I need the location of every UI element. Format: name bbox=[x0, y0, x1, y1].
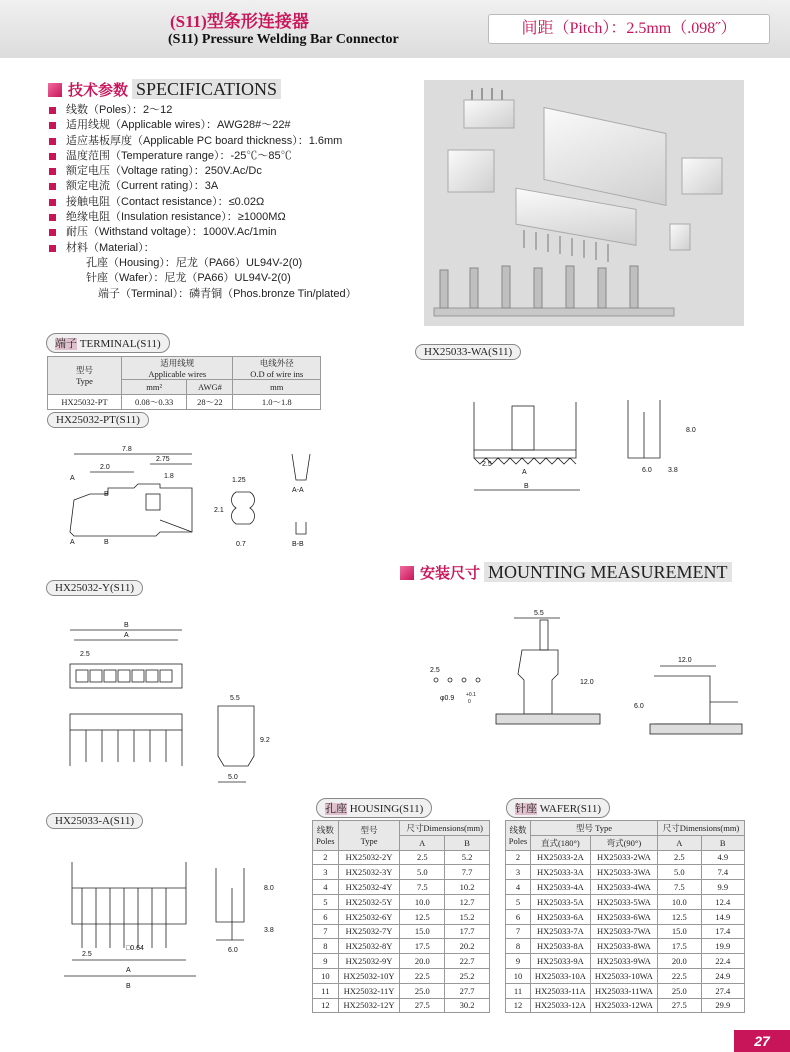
dim-label: 9.2 bbox=[260, 737, 270, 744]
cell: HX25032-12Y bbox=[338, 998, 400, 1013]
h-type-en: Type bbox=[360, 836, 378, 847]
dim-label: 2.5 bbox=[482, 461, 492, 468]
product-photo-illustration bbox=[424, 80, 744, 326]
cell: 27.4 bbox=[701, 983, 745, 998]
dim-label: B bbox=[524, 483, 529, 490]
h-awg: AWG# bbox=[187, 380, 233, 395]
cell: 7 bbox=[506, 924, 531, 939]
cell: 1.0～1.8 bbox=[233, 394, 321, 409]
wafer-label-en: WAFER(S11) bbox=[539, 803, 602, 815]
table-row bbox=[48, 394, 321, 409]
wafer-label-cn: 针座 bbox=[515, 803, 537, 815]
dim-label: A bbox=[522, 469, 527, 476]
cell: 30.2 bbox=[445, 998, 490, 1013]
product-photo bbox=[424, 80, 744, 326]
cell: 5.0 bbox=[400, 865, 445, 880]
w-type: 型号 Type bbox=[530, 821, 657, 836]
cell: 2 bbox=[313, 850, 339, 865]
dim-label: 12.0 bbox=[678, 657, 692, 664]
cell: 7.4 bbox=[701, 865, 745, 880]
h-type-cn: 型号 bbox=[75, 365, 93, 376]
cell: HX25033-6A bbox=[530, 909, 590, 924]
h-type-en: Type bbox=[76, 376, 93, 387]
dim-label: 7.8 bbox=[122, 446, 132, 453]
cell: 28～22 bbox=[187, 394, 233, 409]
a-drawing bbox=[60, 848, 290, 998]
cell: HX25033-3A bbox=[530, 865, 590, 880]
section-bullet-icon bbox=[400, 566, 414, 580]
cell: 5.0 bbox=[658, 865, 701, 880]
h-od-en: O.D of wire ins bbox=[250, 369, 304, 379]
w-poles-en: Poles bbox=[508, 836, 528, 847]
dim-label: A bbox=[70, 475, 75, 482]
housing-rows bbox=[313, 850, 490, 1013]
table-row bbox=[313, 880, 490, 895]
table-row bbox=[506, 939, 745, 954]
cell: 20.0 bbox=[400, 954, 445, 969]
dim-label: 1.8 bbox=[164, 473, 174, 480]
cell: 22.5 bbox=[400, 968, 445, 983]
dim-label: A bbox=[124, 632, 129, 639]
housing-label bbox=[316, 798, 432, 818]
dim-label: +0.1 bbox=[466, 692, 476, 698]
dim-label: φ0.9 bbox=[440, 695, 455, 702]
cell: 22.7 bbox=[445, 954, 490, 969]
table-row bbox=[506, 865, 745, 880]
h-wire-en: Applicable wires bbox=[148, 369, 207, 379]
cell: HX25033-9A bbox=[530, 954, 590, 969]
cell: HX25033-4A bbox=[530, 880, 590, 895]
mounting-heading-en: MOUNTING MEASUREMENT bbox=[484, 562, 732, 582]
wa-label: HX25033-WA(S11) bbox=[415, 344, 521, 360]
cell: 12.5 bbox=[400, 909, 445, 924]
cell: 2.5 bbox=[400, 850, 445, 865]
cell: 29.9 bbox=[701, 998, 745, 1013]
dim-label: 6.0 bbox=[228, 947, 238, 954]
table-row bbox=[313, 968, 490, 983]
cell: 24.9 bbox=[701, 968, 745, 983]
cell: 17.4 bbox=[701, 924, 745, 939]
title-en: (S11) Pressure Welding Bar Connector bbox=[168, 32, 399, 47]
table-row bbox=[313, 850, 490, 865]
cell: 27.5 bbox=[658, 998, 701, 1013]
cell: 12.5 bbox=[658, 909, 701, 924]
terminal-wire-header bbox=[122, 357, 233, 380]
cell: HX25033-2WA bbox=[590, 850, 657, 865]
dim-label: B bbox=[104, 491, 109, 498]
material-item: 针座（Wafer）：尼龙（PA66）UL94V-2(0) bbox=[86, 272, 291, 285]
h-mm: mm² bbox=[122, 380, 187, 395]
h-type bbox=[338, 821, 400, 851]
cell: 11 bbox=[506, 983, 531, 998]
table-row bbox=[506, 968, 745, 983]
dim-label: B bbox=[126, 983, 131, 990]
cell: 4 bbox=[506, 880, 531, 895]
y-label: HX25032-Y(S11) bbox=[46, 580, 143, 596]
wafer-rows bbox=[506, 850, 745, 1013]
specs-list bbox=[48, 103, 357, 302]
specs-heading bbox=[48, 79, 281, 100]
y-drawing bbox=[56, 616, 286, 786]
specs-heading-cn: 技术参数 bbox=[68, 81, 129, 99]
h-od-cn: 电线外径 bbox=[259, 358, 294, 368]
dim-label: A bbox=[126, 967, 131, 974]
cell: HX25033-6WA bbox=[590, 909, 657, 924]
dim-label: 6.0 bbox=[634, 703, 644, 710]
dim-label: 8.0 bbox=[264, 885, 274, 892]
cell: HX25032-4Y bbox=[338, 880, 400, 895]
cell: 8 bbox=[313, 939, 339, 954]
spec-item: 线数（Poles）：2～12 bbox=[48, 103, 357, 118]
dim-label: 3.8 bbox=[264, 927, 274, 934]
cell: 6 bbox=[313, 909, 339, 924]
cell: 11 bbox=[313, 983, 339, 998]
dim-label: 1.25 bbox=[232, 477, 246, 484]
cell: 10.2 bbox=[445, 880, 490, 895]
cell: 3 bbox=[313, 865, 339, 880]
title-cn: (S11)型条形连接器 bbox=[170, 12, 309, 31]
table-row bbox=[506, 894, 745, 909]
dim-label: B bbox=[124, 622, 129, 629]
cell: HX25033-9WA bbox=[590, 954, 657, 969]
cell: 10.0 bbox=[658, 894, 701, 909]
cell: 9 bbox=[506, 954, 531, 969]
terminal-label-en: TERMINAL(S11) bbox=[79, 338, 161, 350]
cell: 8 bbox=[506, 939, 531, 954]
cell: HX25032-2Y bbox=[338, 850, 400, 865]
material-item: 端子（Terminal）：磷青铜（Phos.bronze Tin/plated） bbox=[98, 287, 357, 300]
cell: HX25033-4WA bbox=[590, 880, 657, 895]
cell: 17.5 bbox=[400, 939, 445, 954]
pt-drawing bbox=[60, 440, 320, 560]
cell: 7.5 bbox=[400, 880, 445, 895]
cell: HX25033-10WA bbox=[590, 968, 657, 983]
spec-item: 绝缘电阻（Insulation resistance）：≥1000MΩ bbox=[48, 210, 357, 225]
housing-label-cn: 孔座 bbox=[325, 803, 347, 815]
cell: 20.2 bbox=[445, 939, 490, 954]
dim-label: 2.5 bbox=[82, 951, 92, 958]
cell: 12.7 bbox=[445, 894, 490, 909]
cell: 10 bbox=[313, 968, 339, 983]
dim-label: B bbox=[104, 539, 109, 546]
cell: 12 bbox=[506, 998, 531, 1013]
dim-label: □0.64 bbox=[126, 945, 144, 952]
dim-label: 0.7 bbox=[236, 541, 246, 548]
cell: 25.0 bbox=[400, 983, 445, 998]
cell: 27.5 bbox=[400, 998, 445, 1013]
table-row bbox=[506, 924, 745, 939]
table-row bbox=[506, 909, 745, 924]
mounting-drawing bbox=[410, 604, 750, 754]
cell: 9 bbox=[313, 954, 339, 969]
cell: HX25033-12A bbox=[530, 998, 590, 1013]
cell: HX25032-8Y bbox=[338, 939, 400, 954]
cell: 9.9 bbox=[701, 880, 745, 895]
dim-label: 2.5 bbox=[430, 667, 440, 674]
table-row bbox=[506, 998, 745, 1013]
cell: 2 bbox=[506, 850, 531, 865]
table-row bbox=[313, 894, 490, 909]
specs-heading-en: SPECIFICATIONS bbox=[132, 79, 281, 99]
dim-label: 12.0 bbox=[580, 679, 594, 686]
mounting-heading bbox=[400, 562, 732, 583]
terminal-label-cn: 端子 bbox=[55, 338, 77, 350]
spec-item: 适用线规（Applicable wires）：AWG28#～22# bbox=[48, 118, 357, 133]
terminal-type-header bbox=[48, 357, 122, 395]
dim-label: 2.5 bbox=[80, 651, 90, 658]
table-row bbox=[506, 850, 745, 865]
cell: 19.9 bbox=[701, 939, 745, 954]
spec-item: 适应基板厚度（Applicable PC board thickness）：1.6mm bbox=[48, 134, 357, 149]
dim-label: 3.8 bbox=[668, 467, 678, 474]
cell: HX25033-5WA bbox=[590, 894, 657, 909]
h-dim: 尺寸Dimensions(mm) bbox=[400, 821, 490, 836]
cell: 10.0 bbox=[400, 894, 445, 909]
h-poles bbox=[313, 821, 339, 851]
dim-label: A-A bbox=[292, 487, 304, 494]
table-row bbox=[313, 924, 490, 939]
cell: HX25033-8A bbox=[530, 939, 590, 954]
w-dim: 尺寸Dimensions(mm) bbox=[658, 821, 745, 836]
h-type-cn: 型号 bbox=[360, 825, 378, 836]
cell: HX25033-11A bbox=[530, 983, 590, 998]
w-angle: 弯式(90°) bbox=[590, 835, 657, 850]
cell: 25.2 bbox=[445, 968, 490, 983]
cell: HX25032-11Y bbox=[338, 983, 400, 998]
cell: HX25033-12WA bbox=[590, 998, 657, 1013]
cell: HX25032-9Y bbox=[338, 954, 400, 969]
cell: 7 bbox=[313, 924, 339, 939]
dim-label: 5.0 bbox=[228, 774, 238, 781]
h-b: B bbox=[445, 835, 490, 850]
cell: 10 bbox=[506, 968, 531, 983]
cell: 6 bbox=[506, 909, 531, 924]
cell: HX25032-3Y bbox=[338, 865, 400, 880]
cell: 7.7 bbox=[445, 865, 490, 880]
cell: 4 bbox=[313, 880, 339, 895]
dim-label: 0 bbox=[468, 699, 471, 705]
w-straight: 直式(180°) bbox=[530, 835, 590, 850]
cell: HX25032-PT bbox=[48, 394, 122, 409]
cell: 14.9 bbox=[701, 909, 745, 924]
cell: 12 bbox=[313, 998, 339, 1013]
material-item: 孔座（Housing）：尼龙（PA66）UL94V-2(0) bbox=[86, 256, 303, 269]
w-b: B bbox=[701, 835, 745, 850]
dim-label: A bbox=[70, 539, 75, 546]
h-poles-cn: 线数 bbox=[316, 825, 334, 836]
spec-item: 额定电压（Voltage rating）：250V.Ac/Dc bbox=[48, 164, 357, 179]
h-wire-cn: 适用线规 bbox=[160, 358, 195, 368]
wafer-table bbox=[505, 820, 745, 1013]
spec-item: 额定电流（Current rating）：3A bbox=[48, 179, 357, 194]
cell: 7.5 bbox=[658, 880, 701, 895]
mounting-heading-cn: 安装尺寸 bbox=[420, 564, 481, 582]
wa-drawing bbox=[470, 392, 700, 500]
pt-label: HX25032-PT(S11) bbox=[47, 412, 149, 428]
cell: 17.7 bbox=[445, 924, 490, 939]
cell: HX25032-5Y bbox=[338, 894, 400, 909]
spec-item: 接触电阻（Contact resistance）：≤0.02Ω bbox=[48, 195, 357, 210]
cell: 5 bbox=[506, 894, 531, 909]
cell: HX25033-5A bbox=[530, 894, 590, 909]
cell: HX25033-8WA bbox=[590, 939, 657, 954]
terminal-table bbox=[47, 356, 321, 410]
dim-label: 5.5 bbox=[230, 695, 240, 702]
cell: 12.4 bbox=[701, 894, 745, 909]
cell: HX25032-6Y bbox=[338, 909, 400, 924]
cell: 20.0 bbox=[658, 954, 701, 969]
section-bullet-icon bbox=[48, 83, 62, 97]
dim-label: 8.0 bbox=[686, 427, 696, 434]
cell: HX25033-2A bbox=[530, 850, 590, 865]
cell: 22.5 bbox=[658, 968, 701, 983]
table-row bbox=[313, 909, 490, 924]
housing-table bbox=[312, 820, 490, 1013]
table-row bbox=[313, 954, 490, 969]
cell: 15.0 bbox=[400, 924, 445, 939]
cell: 5 bbox=[313, 894, 339, 909]
page-number: 27 bbox=[734, 1030, 790, 1052]
a-label: HX25033-A(S11) bbox=[46, 813, 143, 829]
h-a: A bbox=[400, 835, 445, 850]
table-row bbox=[313, 865, 490, 880]
pitch-badge: 间距（Pitch）：2.5mm（.098˝） bbox=[488, 14, 770, 44]
cell: HX25032-10Y bbox=[338, 968, 400, 983]
housing-label-en: HOUSING(S11) bbox=[349, 803, 424, 815]
cell: 22.4 bbox=[701, 954, 745, 969]
table-row bbox=[313, 998, 490, 1013]
dim-label: 2.75 bbox=[156, 456, 170, 463]
table-row bbox=[506, 954, 745, 969]
cell: 4.9 bbox=[701, 850, 745, 865]
terminal-od-header bbox=[233, 357, 321, 380]
h-od-mm: mm bbox=[233, 380, 321, 395]
table-row bbox=[506, 880, 745, 895]
table-row bbox=[506, 983, 745, 998]
table-row bbox=[313, 983, 490, 998]
cell: HX25033-3WA bbox=[590, 865, 657, 880]
cell: HX25033-7WA bbox=[590, 924, 657, 939]
cell: HX25033-7A bbox=[530, 924, 590, 939]
cell: HX25032-7Y bbox=[338, 924, 400, 939]
cell: 2.5 bbox=[658, 850, 701, 865]
cell: HX25033-11WA bbox=[590, 983, 657, 998]
spec-item: 温度范围（Temperature range）：-25℃～85℃ bbox=[48, 149, 357, 164]
spec-item: 耐压（Withstand voltage）：1000V.Ac/1min bbox=[48, 225, 357, 240]
terminal-label bbox=[46, 333, 170, 353]
dim-label: B-B bbox=[292, 541, 304, 548]
dim-label: 5.5 bbox=[534, 610, 544, 617]
h-poles-en: Poles bbox=[316, 836, 335, 847]
table-row bbox=[313, 939, 490, 954]
cell: 17.5 bbox=[658, 939, 701, 954]
dim-label: 2.0 bbox=[100, 464, 110, 471]
cell: 0.08～0.33 bbox=[122, 394, 187, 409]
cell: HX25033-10A bbox=[530, 968, 590, 983]
cell: 15.2 bbox=[445, 909, 490, 924]
cell: 25.0 bbox=[658, 983, 701, 998]
w-a: A bbox=[658, 835, 701, 850]
w-poles bbox=[506, 821, 531, 851]
spec-item: 材料（Material）： bbox=[48, 241, 357, 256]
cell: 15.0 bbox=[658, 924, 701, 939]
cell: 27.7 bbox=[445, 983, 490, 998]
cell: 5.2 bbox=[445, 850, 490, 865]
cell: 3 bbox=[506, 865, 531, 880]
wafer-label bbox=[506, 798, 610, 818]
dim-label: 2.1 bbox=[214, 507, 224, 514]
dim-label: 6.0 bbox=[642, 467, 652, 474]
w-poles-cn: 线数 bbox=[509, 825, 527, 836]
